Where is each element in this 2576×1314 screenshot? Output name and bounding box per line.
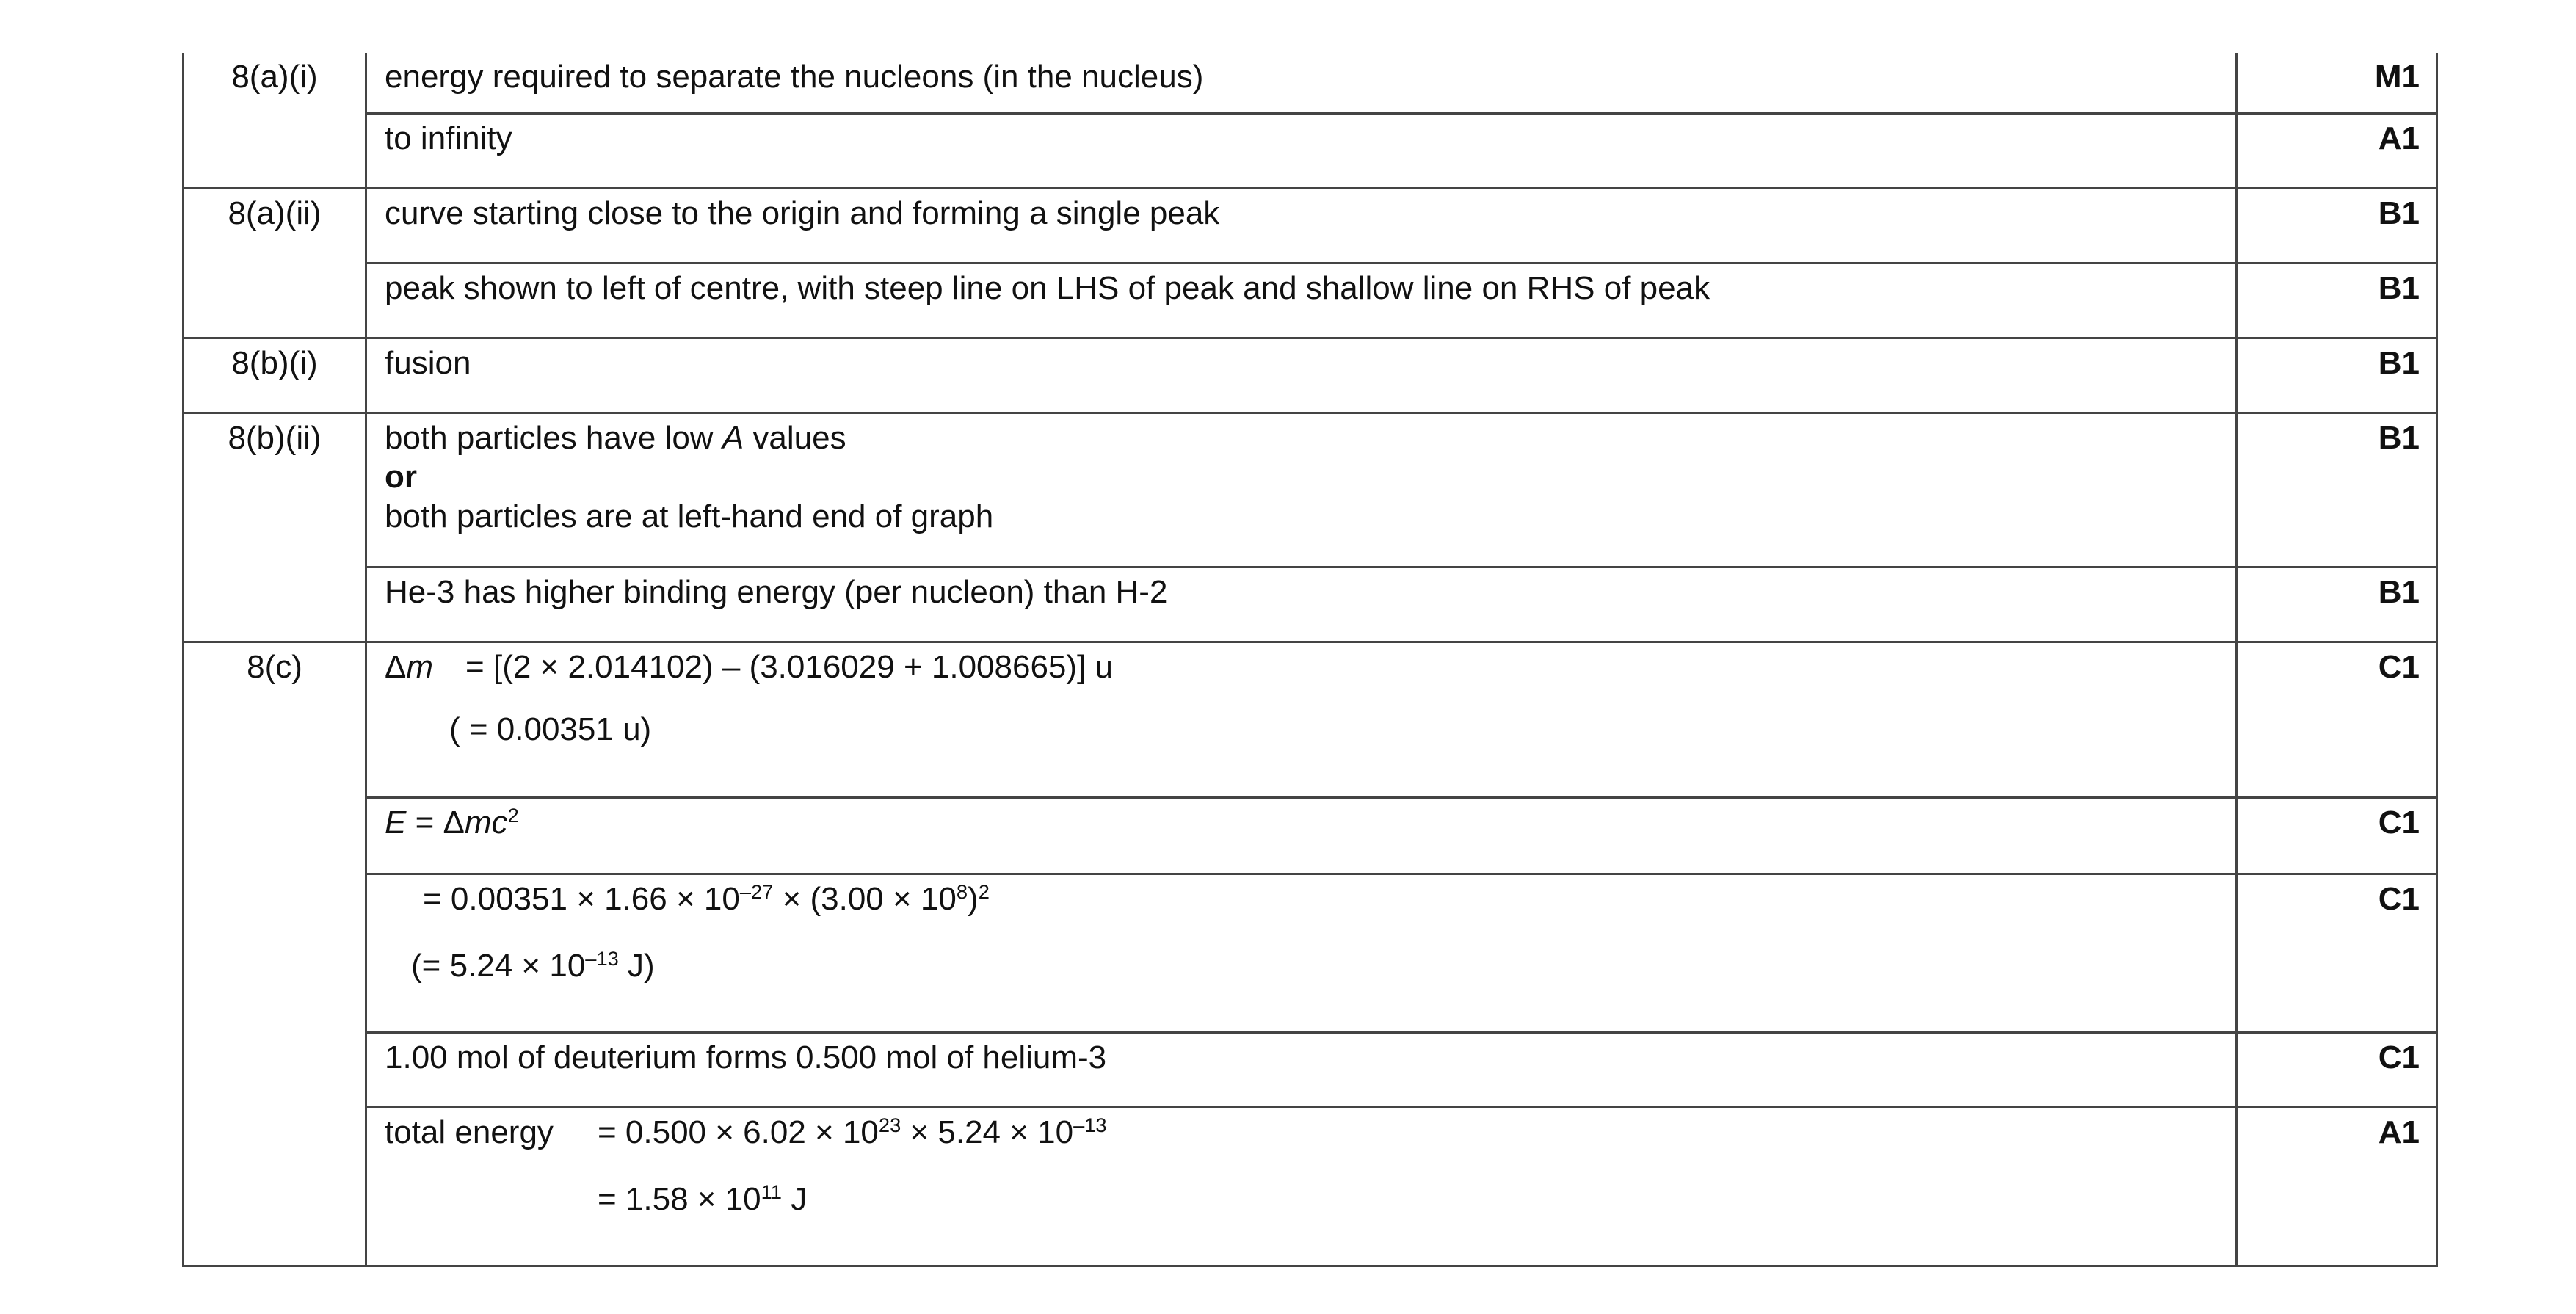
- mark-scheme-table: [182, 53, 2438, 1267]
- or-separator: or: [385, 459, 417, 496]
- answer-cell: [366, 874, 2237, 1032]
- answer-cell: [366, 113, 2237, 188]
- answer-text: curve starting close to the origin and forming a single peak: [385, 195, 1220, 231]
- table-row: [184, 567, 2437, 642]
- answer-cell: [366, 263, 2237, 338]
- answer-text: He-3 has higher binding energy (per nucleon) than H-2: [385, 573, 1168, 610]
- mark-cell: [2237, 188, 2437, 263]
- mark-cell: [2237, 53, 2437, 113]
- question-number-cell: [184, 188, 366, 338]
- question-number: 8(a)(i): [231, 59, 318, 95]
- mass-defect-equation: Δm = [(2 × 2.014102) – (3.016029 + 1.008665)] u: [385, 648, 1113, 685]
- mark-code: A1: [2378, 120, 2420, 156]
- mark-code: B1: [2378, 195, 2420, 231]
- energy-calculation: = $0.00351 \times 1.66 \times 10^{-27} \times (3.00 \times 10^8)^2$: [423, 879, 990, 917]
- answer-cell: [366, 188, 2237, 263]
- table-row: [184, 113, 2437, 188]
- mark-cell: [2237, 797, 2437, 874]
- answer-cell: [366, 567, 2237, 642]
- table-row: [184, 1032, 2437, 1107]
- mark-code: M1: [2374, 59, 2420, 95]
- mark-code: B1: [2378, 573, 2420, 610]
- total-energy-label: total energy: [385, 1114, 554, 1150]
- question-number-cell: [184, 642, 366, 1266]
- mark-code: C1: [2378, 880, 2420, 917]
- mark-cell: [2237, 874, 2437, 1032]
- table-row: [184, 53, 2437, 113]
- mark-cell: [2237, 567, 2437, 642]
- table-row: [184, 263, 2437, 338]
- mark-code: A1: [2378, 1114, 2420, 1150]
- question-number-cell: [184, 338, 366, 413]
- mark-cell: [2237, 413, 2437, 567]
- answer-cell: [366, 53, 2237, 113]
- table-row: [184, 188, 2437, 263]
- mark-cell: [2237, 263, 2437, 338]
- variable-A: A: [722, 419, 744, 456]
- total-energy-line-2: = $1.58 \times 10^{11}$ J: [598, 1180, 808, 1218]
- table-row: [184, 797, 2437, 874]
- energy-equation: E = Δmc$^2$: [385, 803, 519, 841]
- table-row: [184, 642, 2437, 797]
- question-number: 8(a)(ii): [228, 195, 322, 231]
- mark-cell: [2237, 113, 2437, 188]
- question-number: 8(b)(ii): [228, 419, 322, 456]
- mark-cell: [2237, 338, 2437, 413]
- mark-code: B1: [2378, 344, 2420, 381]
- answer-cell: [366, 642, 2237, 797]
- question-number: 8(b)(i): [231, 344, 318, 381]
- answer-text: 1.00 mol of deuterium forms 0.500 mol of helium-3: [385, 1039, 1107, 1075]
- mark-code: C1: [2378, 1039, 2420, 1075]
- table-row: [184, 874, 2437, 1032]
- mark-cell: [2237, 1032, 2437, 1107]
- table-row: [184, 413, 2437, 567]
- mark-code: C1: [2378, 648, 2420, 685]
- answer-cell: [366, 797, 2237, 874]
- question-number-cell: [184, 413, 366, 642]
- question-number: 8(c): [247, 648, 302, 685]
- answer-cell: [366, 413, 2237, 567]
- answer-line-2: both particles are at left-hand end of graph: [385, 498, 994, 534]
- question-number-cell: [184, 53, 366, 188]
- answer-cell: [366, 1032, 2237, 1107]
- total-energy-line-1: total energy = $0.500 \times 6.02 \times 10^{23} \times 5.24 \times 10^{-13}$: [385, 1108, 2235, 1153]
- table-row: [184, 338, 2437, 413]
- answer-text: energy required to separate the nucleons (in the nucleus): [385, 59, 1204, 95]
- mark-code: B1: [2378, 419, 2420, 456]
- mark-code: B1: [2378, 269, 2420, 306]
- energy-result: (= $5.24 \times 10^{-13}$ J): [411, 947, 655, 984]
- answer-text: fusion: [385, 344, 471, 381]
- mark-cell: [2237, 1107, 2437, 1266]
- answer-cell: [366, 1107, 2237, 1266]
- mass-defect-result: ( = 0.00351 u): [449, 711, 652, 748]
- answer-text: to infinity: [385, 120, 512, 156]
- table-row: [184, 1107, 2437, 1266]
- answer-text: peak shown to left of centre, with steep line on LHS of peak and shallow line on RHS of peak: [385, 269, 1710, 306]
- answer-cell: [366, 338, 2237, 413]
- mark-cell: [2237, 642, 2437, 797]
- mark-code: C1: [2378, 804, 2420, 841]
- answer-line-1: both particles have low A values: [385, 419, 846, 456]
